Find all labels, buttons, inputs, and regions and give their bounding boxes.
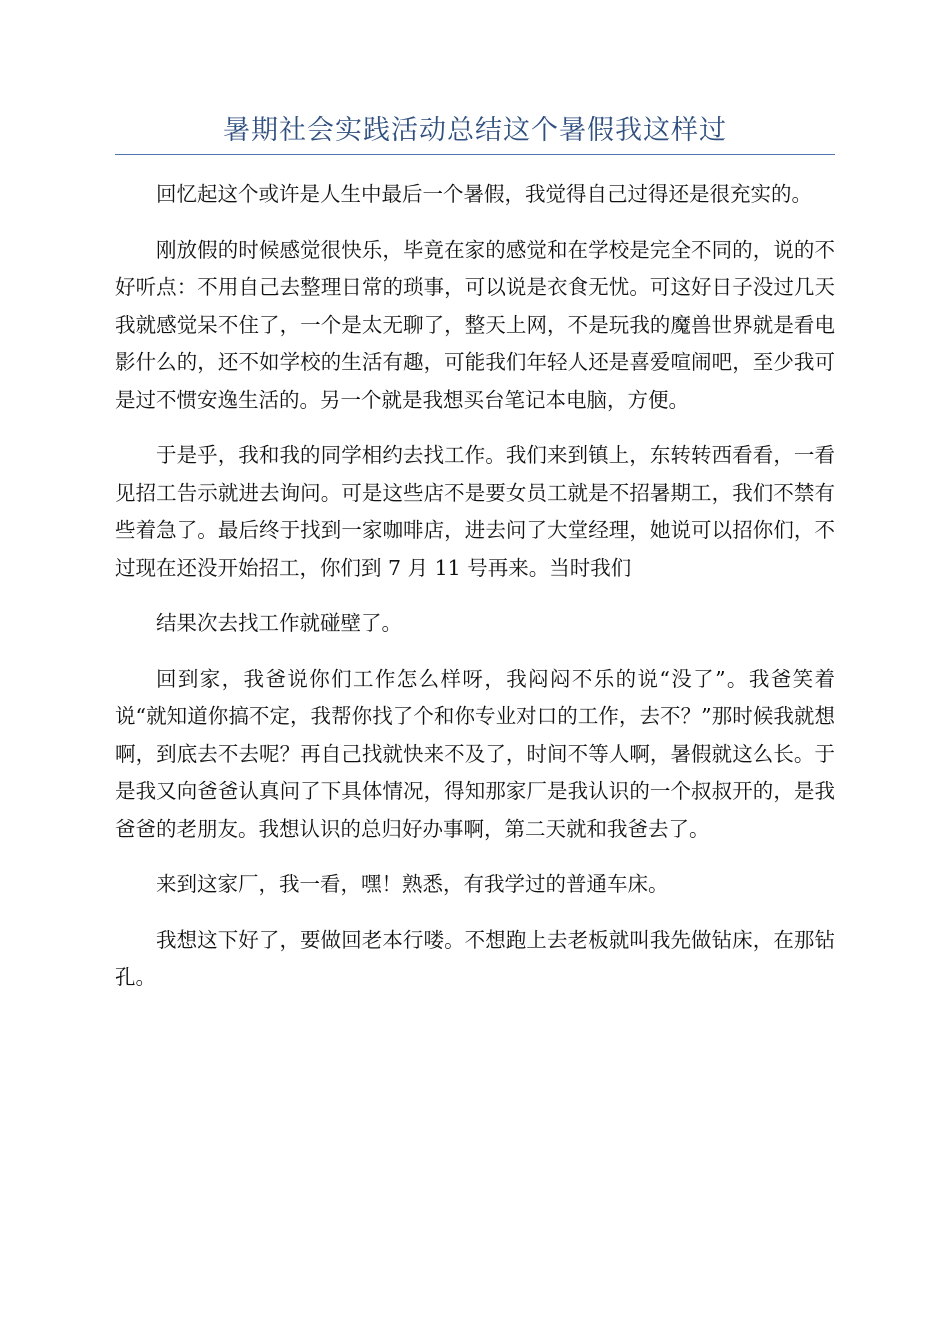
paragraph-3: 于是乎，我和我的同学相约去找工作。我们来到镇上，东转转西看看，一看见招工告示就进去询问。可是这些店不是要女员工就是不招暑期工，我们不禁有些着急了。最后终于找到一家咖啡店，进去问了大堂经理，她说可以招你们，不过现在还没开始招工，你们到 7 月 11 号再来。当时我们	[115, 443, 835, 580]
paragraph-6: 来到这家厂，我一看，嘿！熟悉，有我学过的普通车床。	[156, 872, 669, 896]
paragraph-2: 刚放假的时候感觉很快乐，毕竟在家的感觉和在学校是完全不同的，说的不好听点：不用自己去整理日常的琐事，可以说是衣食无忧。可这好日子没过几天我就感觉呆不住了，一个是太无聊了，整天上网，不是玩我的魔兽世界就是看电影什么的，还不如学校的生活有趣，可能我们年轻人还是喜爱喧闹吧，至少我可是过不惯安逸生活的。另一个就是我想买台笔记本电脑，方便。	[115, 237, 835, 412]
document-body	[115, 176, 835, 1015]
title-underline	[115, 154, 835, 155]
document-title: 暑期社会实践活动总结这个暑假我这样过	[223, 115, 727, 146]
paragraph-4: 结果次去找工作就碰壁了。	[156, 611, 402, 635]
paragraph-7: 我想这下好了，要做回老本行喽。不想跑上去老板就叫我先做钻床，在那钻孔。	[115, 927, 835, 989]
paragraph-5: 回到家，我爸说你们工作怎么样呀，我闷闷不乐的说“没了”。我爸笑着说“就知道你搞不定，我帮你找了个和你专业对口的工作，去不？”那时候我就想啊，到底去不去呢？再自己找就快来不及了，时间不等人啊，暑假就这么长。于是我又向爸爸认真问了下具体情况，得知那家厂是我认识的一个叔叔开的，是我爸爸的老朋友。我想认识的总归好办事啊，第二天就和我爸去了。	[115, 666, 835, 841]
paragraph-1: 回忆起这个或许是人生中最后一个暑假，我觉得自己过得还是很充实的。	[156, 182, 812, 206]
